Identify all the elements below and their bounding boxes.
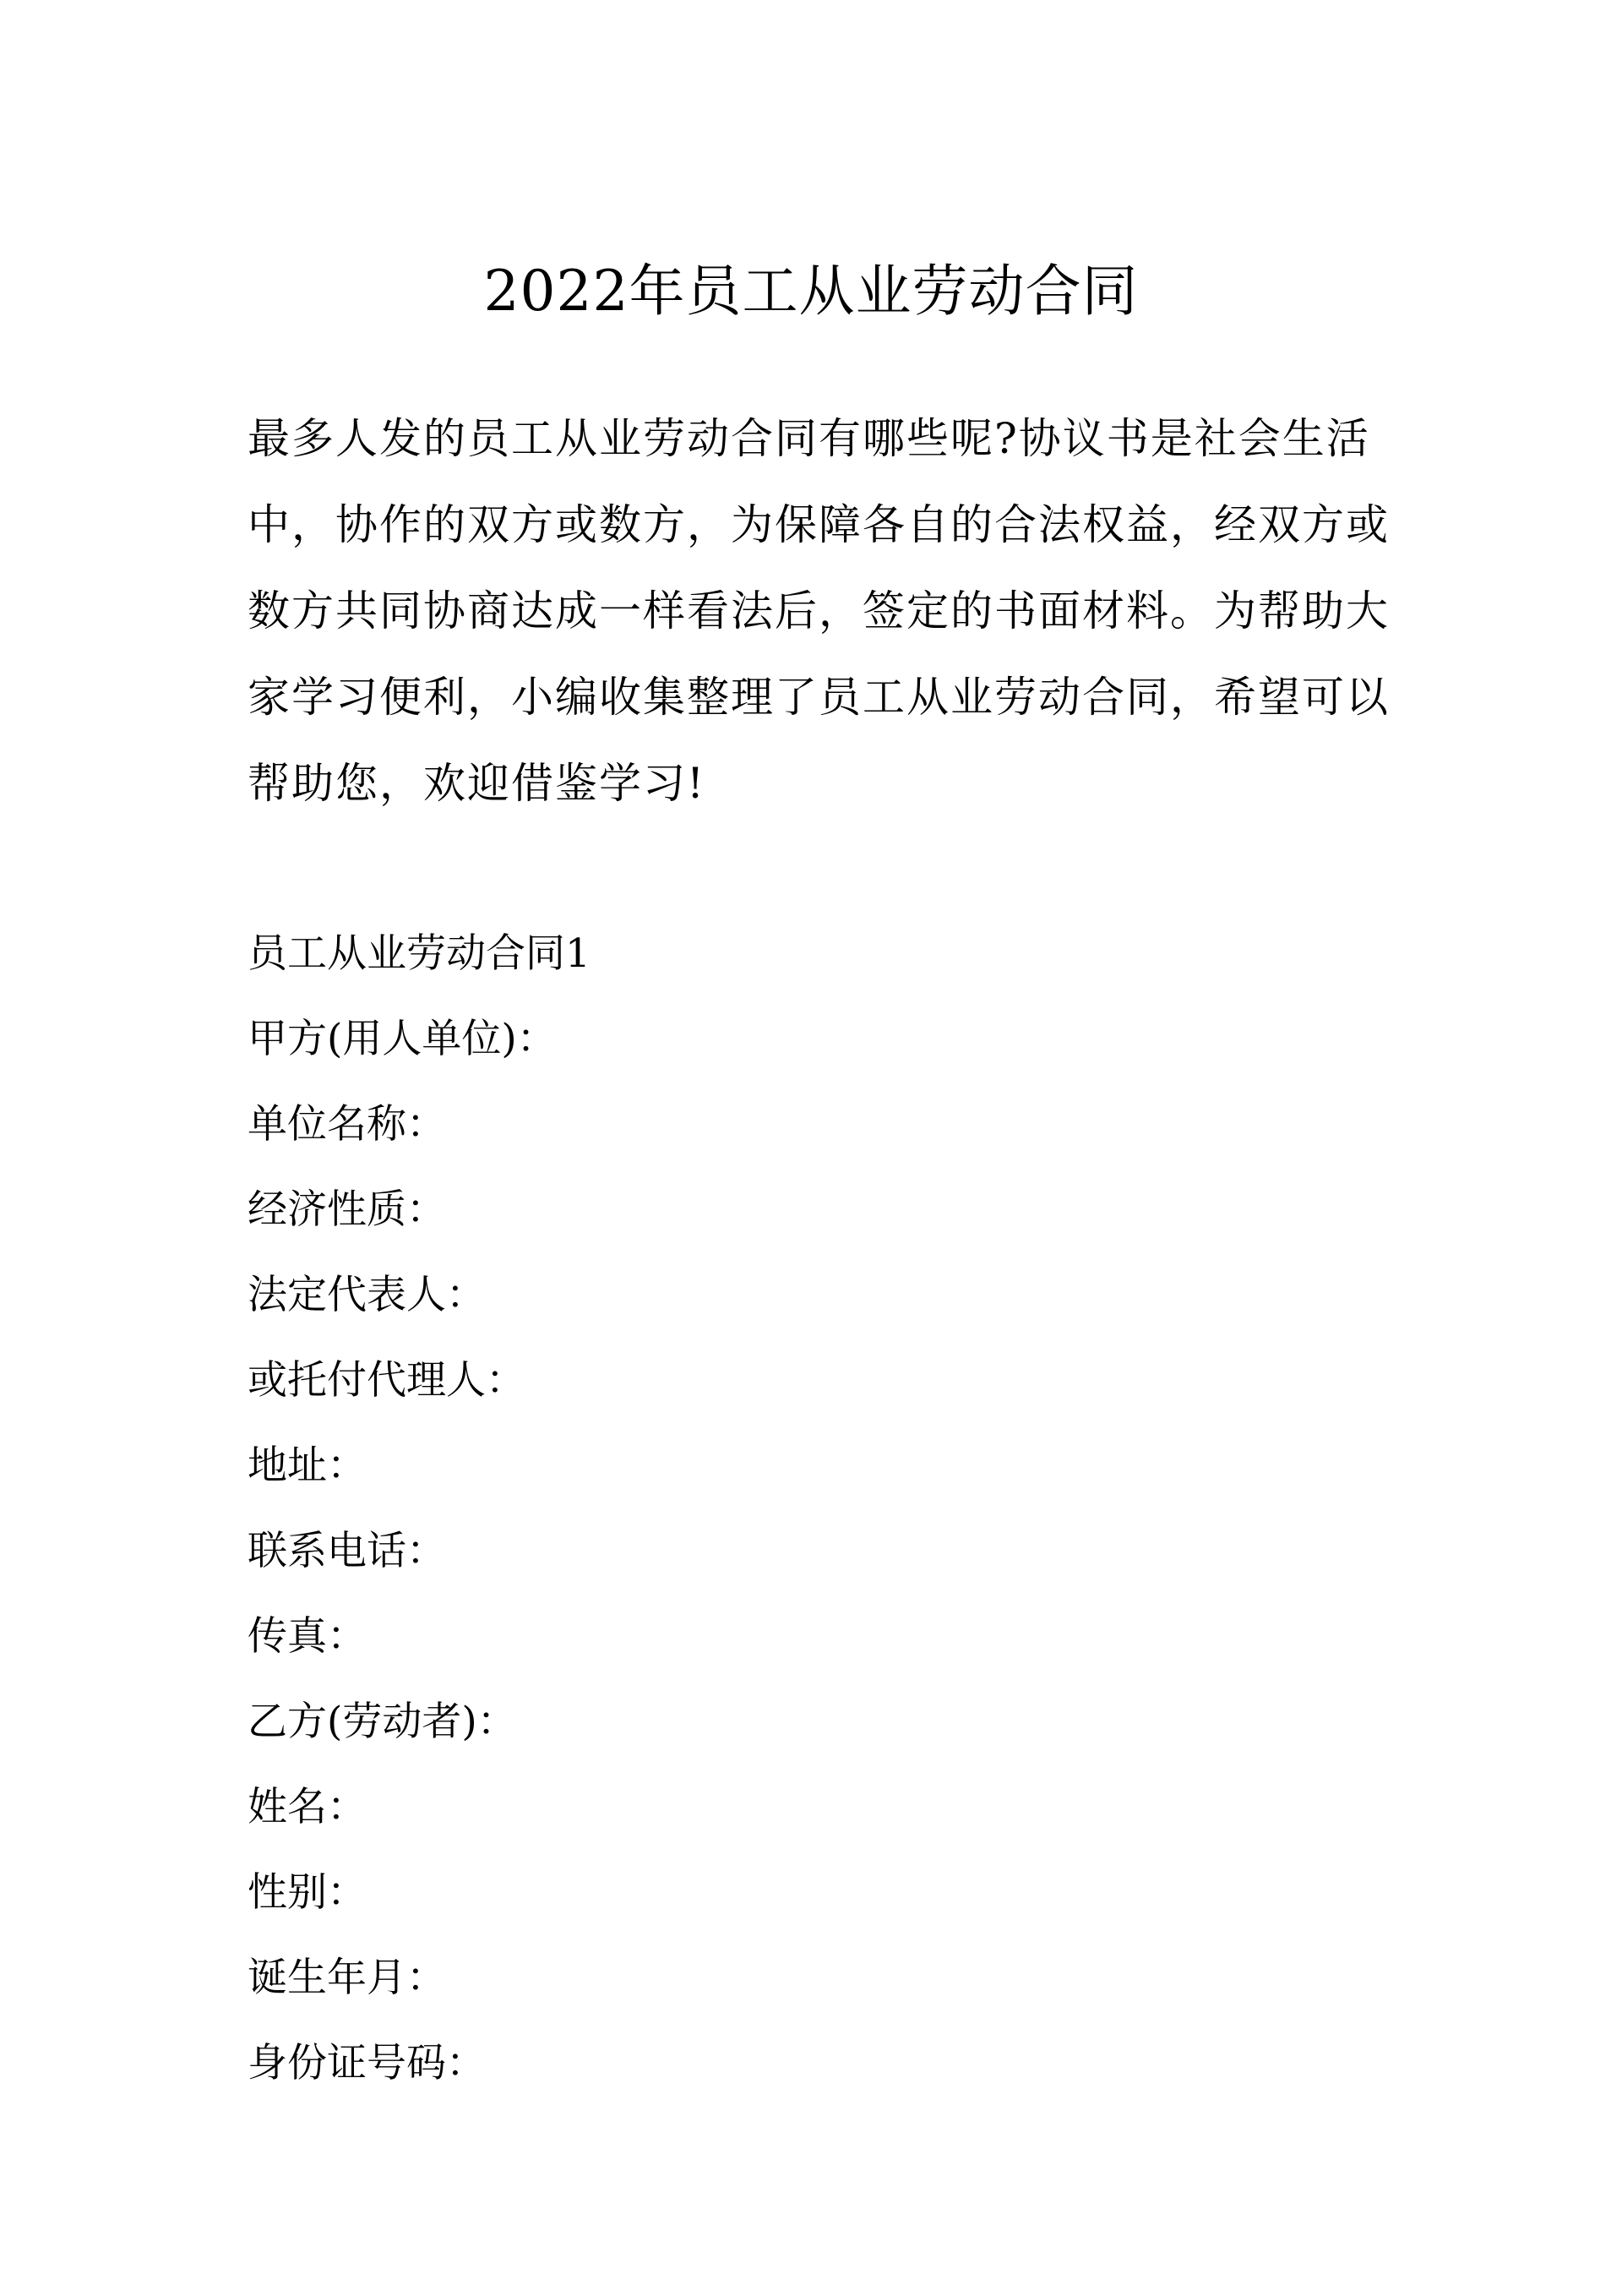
field-party-b: 乙方(劳动者)： xyxy=(248,1699,517,1745)
intro-line: 中，协作的双方或数方，为保障各自的合法权益，经双方或 xyxy=(248,500,1390,549)
field-unit-name: 单位名称： xyxy=(248,1101,446,1148)
intro-paragraph xyxy=(248,395,1390,826)
intro-line: 帮助您，欢迎借鉴学习! xyxy=(248,759,706,808)
intro-line: 家学习便利，小编收集整理了员工从业劳动合同，希望可以 xyxy=(248,673,1390,722)
field-phone: 联系电话： xyxy=(248,1528,446,1574)
field-party-a: 甲方(用人单位)： xyxy=(248,1016,557,1062)
field-id-number: 身份证号码： xyxy=(248,2040,486,2086)
field-legal-representative: 法定代表人： xyxy=(248,1272,486,1318)
field-name: 姓名： xyxy=(248,1784,367,1830)
field-authorized-agent: 或托付代理人： xyxy=(248,1357,525,1404)
field-address: 地址： xyxy=(248,1442,367,1489)
field-economic-nature: 经济性质： xyxy=(248,1186,446,1233)
intro-line: 最多人发的员工从业劳动合同有哪些呢?协议书是社会生活 xyxy=(248,414,1370,463)
document-title: 2022年员工从业劳动合同 xyxy=(483,259,1139,324)
field-fax: 传真： xyxy=(248,1613,367,1660)
contract-field-list xyxy=(248,911,1386,2106)
intro-line: 数方共同协商达成一样看法后，签定的书面材料。为帮助大 xyxy=(248,586,1390,635)
field-gender: 性别： xyxy=(248,1869,367,1916)
field-birth-date: 诞生年月： xyxy=(248,1955,446,2001)
section-heading: 员工从业劳动合同1 xyxy=(248,930,591,977)
